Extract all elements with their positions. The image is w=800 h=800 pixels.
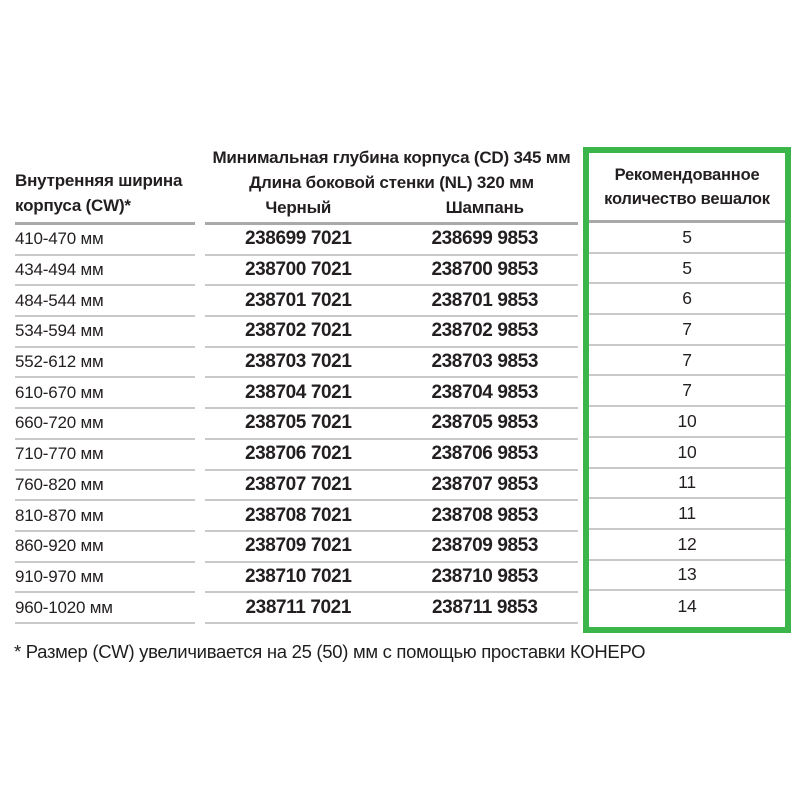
qty-header-line1: Рекомендованное [614, 165, 760, 184]
qty-cell: 10 [589, 438, 785, 469]
champagne-code-cell: 238707 9853 [431, 473, 539, 495]
size-cell: 960-1020 мм [15, 593, 195, 624]
table-body [0, 225, 578, 624]
qty-cell: 11 [589, 499, 785, 530]
black-code-cell: 238711 7021 [245, 596, 351, 618]
qty-cell: 6 [589, 284, 785, 315]
size-cell: 910-970 мм [15, 563, 195, 594]
table-row [0, 532, 578, 563]
black-code-cell: 238710 7021 [244, 565, 352, 587]
table-row [0, 471, 578, 502]
table-row [0, 440, 578, 471]
column-header-dimensions [205, 145, 578, 220]
table-row [0, 348, 578, 379]
champagne-code-cell: 238701 9853 [431, 289, 539, 311]
black-code-cell: 238705 7021 [244, 412, 352, 434]
qty-cell: 5 [589, 254, 785, 285]
qty-cell: 11 [589, 469, 785, 500]
qty-cell: 7 [589, 315, 785, 346]
table-row [0, 256, 578, 287]
black-code-cell: 238700 7021 [244, 259, 352, 281]
table-row [0, 378, 578, 409]
qty-cell: 12 [589, 530, 785, 561]
black-code-cell: 238704 7021 [244, 381, 352, 403]
codes-cell-group [205, 286, 578, 317]
column-header-black: Черный [265, 198, 332, 217]
size-cell: 660-720 мм [15, 409, 195, 440]
codes-cell-group [205, 501, 578, 532]
qty-cell: 13 [589, 561, 785, 592]
footnote: * Размер (CW) увеличивается на 25 (50) мм с помощью проставки КОНЕРО [14, 641, 646, 662]
black-code-cell: 238702 7021 [244, 320, 352, 342]
black-code-cell: 238701 7021 [244, 289, 352, 311]
codes-cell-group [205, 378, 578, 409]
black-code-cell: 238707 7021 [244, 473, 352, 495]
table-row [0, 286, 578, 317]
table-row [0, 563, 578, 594]
size-cell: 610-670 мм [15, 378, 195, 409]
size-cell: 860-920 мм [15, 532, 195, 563]
champagne-code-cell: 238708 9853 [431, 504, 539, 526]
champagne-code-cell: 238702 9853 [431, 320, 539, 342]
size-cell: 434-494 мм [15, 256, 195, 287]
column-header-inner-width-line2: корпуса (CW)* [15, 196, 131, 215]
table-row [0, 501, 578, 532]
qty-cell: 14 [677, 596, 697, 617]
size-cell: 534-594 мм [15, 317, 195, 348]
size-cell: 552-612 мм [15, 348, 195, 379]
black-code-cell: 238708 7021 [244, 504, 352, 526]
recommended-qty-highlight-box [583, 147, 791, 633]
codes-cell-group [205, 532, 578, 563]
codes-cell-group [205, 225, 578, 256]
size-cell: 410-470 мм [15, 225, 195, 256]
codes-cell-group [205, 440, 578, 471]
champagne-code-cell: 238711 9853 [432, 596, 538, 618]
black-code-cell: 238703 7021 [244, 351, 352, 373]
table-row [0, 317, 578, 348]
size-cell: 760-820 мм [15, 471, 195, 502]
champagne-code-cell: 238703 9853 [431, 351, 539, 373]
size-cell: 710-770 мм [15, 440, 195, 471]
column-header-champagne: Шампань [445, 198, 524, 217]
codes-cell-group [205, 471, 578, 502]
codes-cell-group [205, 317, 578, 348]
champagne-code-cell: 238710 9853 [431, 565, 539, 587]
header-min-depth: Минимальная глубина корпуса (CD) 345 мм [212, 148, 571, 167]
codes-cell-group [205, 409, 578, 440]
champagne-code-cell: 238700 9853 [431, 259, 539, 281]
size-cell: 484-544 мм [15, 286, 195, 317]
table-row [0, 225, 578, 256]
champagne-code-cell: 238704 9853 [431, 381, 539, 403]
champagne-code-cell: 238699 9853 [431, 228, 539, 250]
champagne-code-cell: 238705 9853 [431, 412, 539, 434]
black-code-cell: 238706 7021 [244, 443, 352, 465]
table-row [0, 593, 578, 624]
finish-labels [205, 195, 578, 220]
table-row [0, 409, 578, 440]
qty-column-body [589, 223, 785, 622]
codes-cell-group [205, 348, 578, 379]
codes-cell-group [205, 256, 578, 287]
black-code-cell: 238709 7021 [244, 535, 352, 557]
header-side-length: Длина боковой стенки (NL) 320 мм [249, 173, 534, 192]
codes-cell-group [205, 593, 578, 624]
qty-cell: 7 [589, 346, 785, 377]
column-header-inner-width-line1: Внутренняя ширина [15, 171, 183, 190]
column-header-inner-width [15, 168, 201, 218]
codes-cell-group [205, 563, 578, 594]
size-cell: 810-870 мм [15, 501, 195, 532]
qty-header-line2: количество вешалок [604, 189, 770, 208]
black-code-cell: 238699 7021 [244, 228, 352, 250]
column-header-recommended-qty [589, 153, 785, 223]
qty-cell: 5 [589, 223, 785, 254]
champagne-code-cell: 238706 9853 [431, 443, 539, 465]
champagne-code-cell: 238709 9853 [431, 535, 539, 557]
qty-cell: 10 [589, 407, 785, 438]
qty-cell: 7 [589, 376, 785, 407]
